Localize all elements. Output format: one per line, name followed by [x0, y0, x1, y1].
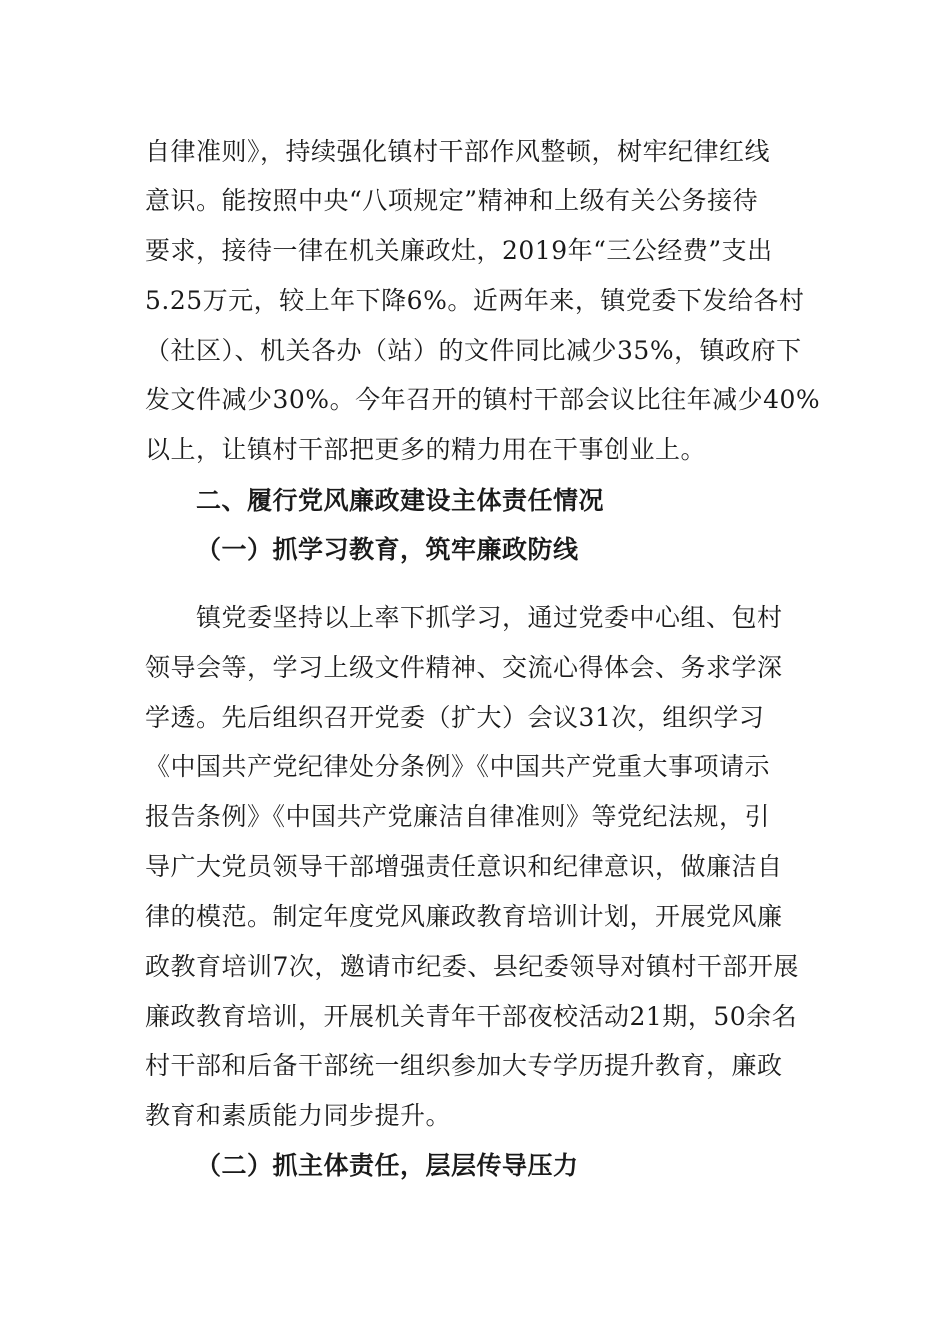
paragraph-line: 村干部和后备干部统一组织参加大专学历提升教育，廉政	[145, 1051, 783, 1080]
paragraph-line: 发文件减少30%。今年召开的镇村干部会议比往年减少40%	[145, 385, 821, 414]
paragraph-line: 政教育培训7次，邀请市纪委、县纪委领导对镇村干部开展	[145, 952, 799, 981]
paragraph-line: 镇党委坚持以上率下抓学习，通过党委中心组、包村	[196, 603, 783, 632]
paragraph-line: 意识。能按照中央“八项规定”精神和上级有关公务接待	[145, 186, 759, 215]
paragraph-line: 自律准则》，持续强化镇村干部作风整顿，树牢纪律红线	[145, 137, 771, 166]
subsection-heading: （一）抓学习教育，筑牢廉政防线	[196, 535, 579, 564]
paragraph-line: 以上，让镇村干部把更多的精力用在干事创业上。	[145, 435, 707, 464]
paragraph-line: 教育和素质能力同步提升。	[145, 1101, 452, 1130]
paragraph-line: 《中国共产党纪律处分条例》《中国共产党重大事项请示	[145, 752, 771, 781]
paragraph-line: 5.25万元，较上年下降6%。近两年来，镇党委下发给各村	[145, 286, 805, 315]
paragraph-line: （社区）、机关各办（站）的文件同比减少35%，镇政府下	[145, 336, 802, 365]
section-heading: 二、履行党风廉政建设主体责任情况	[196, 486, 605, 515]
paragraph-line: 廉政教育培训，开展机关青年干部夜校活动21期，50余名	[145, 1002, 798, 1031]
paragraph-line: 律的模范。制定年度党风廉政教育培训计划，开展党风廉	[145, 902, 783, 931]
paragraph-line: 领导会等，学习上级文件精神、交流心得体会、务求学深	[145, 653, 783, 682]
paragraph-line: 导广大党员领导干部增强责任意识和纪律意识，做廉洁自	[145, 852, 783, 881]
paragraph-line: 学透。先后组织召开党委（扩大）会议31次，组织学习	[145, 703, 765, 732]
subsection-heading: （二）抓主体责任，层层传导压力	[196, 1151, 579, 1180]
paragraph-line: 要求，接待一律在机关廉政灶，2019年“三公经费”支出	[145, 236, 773, 265]
paragraph-line: 报告条例》《中国共产党廉洁自律准则》等党纪法规，引	[145, 802, 771, 831]
